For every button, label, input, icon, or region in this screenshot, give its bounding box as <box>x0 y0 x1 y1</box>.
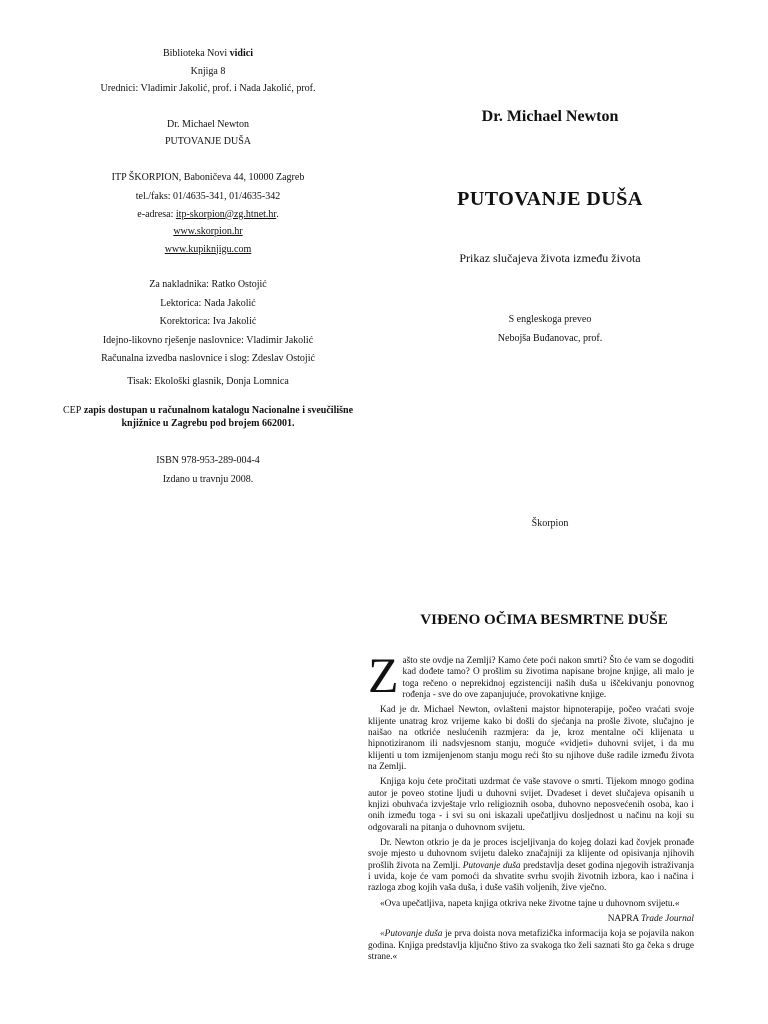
review-source-journal: Trade Journal <box>641 913 694 924</box>
series-name: Biblioteka Novi <box>162 48 230 59</box>
tel-fax: tel./faks: 01/4635-341, 01/4635-342 <box>135 191 281 202</box>
copyright-title: PUTOVANJE DUŠA <box>164 136 252 147</box>
email-link[interactable]: itp-skorpion@zg.htnet.hr <box>175 208 277 220</box>
editors: Urednici: Vladimir Jakolić, prof. i Nada Jakolić, prof. <box>100 83 316 94</box>
title-page-publisher: Škorpion <box>531 518 569 529</box>
article-paragraph: Kad je dr. Michael Newton, ovlašteni majstor hipnoterapije, počeo vraćati svoje klijente unatrag kroz vrijeme kako bi došli do sjećanja na prošle živote, slučajno je naišao na otkriće neslućenih razmjera: da je, kroz mentalne oči klijenata u hipnotiziranom ili nadsvjesnom stanju, moguće «vidjeti» duhovni svijet, i da mu klijenti u tom izmijenjenom stanju mogu reći što su njihove duše radile između života na Zemlji. <box>368 705 694 772</box>
copyright-page <box>40 48 376 486</box>
cover-design: Idejno-likovno rješenje naslovnice: Vladimir Jakolić <box>102 334 314 346</box>
title-page-subtitle: Prikaz slučajeva života između života <box>459 251 641 265</box>
series-name-bold: vidici <box>229 48 253 59</box>
email-line <box>40 209 376 222</box>
isbn: ISBN 978-953-289-004-4 <box>156 455 260 466</box>
drop-cap: Z <box>368 647 399 703</box>
article-heading: VIĐENO OČIMA BESMRTNE DUŠE <box>420 612 668 628</box>
website-link-kupiknjigu[interactable]: www.kupiknjigu.com <box>164 243 252 255</box>
paragraph-text: predstavlja deset godina njegovih istraživanja i uvida, koje će vam pomoći da shvatite svrhu svojih životnih izbora, kao i načina i razloga zbog kojih vaša duša, i duše vaših voljenih, žive vječno. <box>368 860 694 894</box>
copyright-author: Dr. Michael Newton <box>167 118 249 130</box>
article-paragraph <box>368 647 694 703</box>
cep-record <box>40 405 376 430</box>
review-quote-text: je prva doista nova metafizička informacija koja se pojavila nakon godina. Knjiga predstavlja ključno štivo za svakoga tko želi saznati što ga čeka s druge strane.« <box>368 929 694 962</box>
email-suffix: . <box>276 208 279 220</box>
typesetting: Računalna izvedba naslovnice i slog: Zdeslav Ostojić <box>101 353 315 364</box>
series-line <box>40 48 376 61</box>
email-label: e-adresa: <box>137 208 176 220</box>
cep-prefix: CEP <box>62 405 82 416</box>
title-page-author: Dr. Michael Newton <box>481 108 619 125</box>
title-page-title: PUTOVANJE DUŠA <box>457 188 643 210</box>
review-source <box>368 914 694 925</box>
review-quote <box>368 929 694 963</box>
printer: Tisak: Ekološki glasnik, Donja Lomnica <box>127 375 289 387</box>
article-paragraph: Knjiga koju ćete pročitati uzdrmat će vaše stavove o smrti. Tijekom mnogo godina autor je poveo stotine ljudi u duhovni svijet. Dvadeset i devet slučajeva opisanih u knjizi obuhvaća izvještaje vrlo religioznih osoba, duhovno neposvećenih osoba, kao i onih između toga - i svi su oni iskazali upečatljivu dosljednost u načinu na koji su odgovarali na pitanja o duhovnom svijetu. <box>368 777 694 833</box>
article-body <box>368 647 694 967</box>
translator-credit <box>400 310 700 348</box>
book-title-italic: Putovanje duša <box>462 860 521 871</box>
translator-name: Nebojša Buđanovac, prof. <box>497 333 603 344</box>
review-quote: «Ova upečatljiva, napeta knjiga otkriva neke životne tajne u duhovnom svijetu.« <box>380 898 680 909</box>
book-title-italic: «Putovanje duša <box>380 929 443 940</box>
publication-date: Izdano u travnju 2008. <box>162 473 254 485</box>
article-paragraph <box>368 838 694 895</box>
website-link-skorpion[interactable]: www.skorpion.hr <box>173 226 243 237</box>
corrector: Korektorica: Iva Jakolić <box>159 316 257 327</box>
proofreader: Lektorica: Nada Jakolić <box>160 297 256 309</box>
publisher-address: ITP ŠKORPION, Baboničeva 44, 10000 Zagreb <box>111 171 305 183</box>
cep-text: zapis dostupan u računalnom katalogu Nacionalne i sveučilišne knjižnice u Zagrebu pod brojem 662001. <box>81 405 354 429</box>
translated-from: S engleskoga preveo <box>508 314 592 325</box>
book-number: Knjiga 8 <box>190 65 226 77</box>
paragraph-text: Dr. Newton otkrio je da je proces iscjeljivanja do kojeg dolazi kad čovjek pronađe svoje mjesto u duhovnom svijetu daleko značajniji za klijente od opisivanja njihovih prošlih života na Zemlji. <box>368 837 694 871</box>
review-source-name: NAPRA <box>607 913 642 924</box>
paragraph-text: ašto ste ovdje na Zemlji? Kamo ćete poći nakon smrti? Što će vam se dogoditi kad dođete tamo? O prošlim su životima napisane brojne knjige, ali malo je toga rečeno o neprekidnoj egzistenciji naših duša u iščekivanju ponovnog rođenja - sve do ove zapanjujuće, provokativne knjige. <box>402 656 694 700</box>
for-publisher: Za nakladnika: Ratko Ostojić <box>149 279 267 290</box>
